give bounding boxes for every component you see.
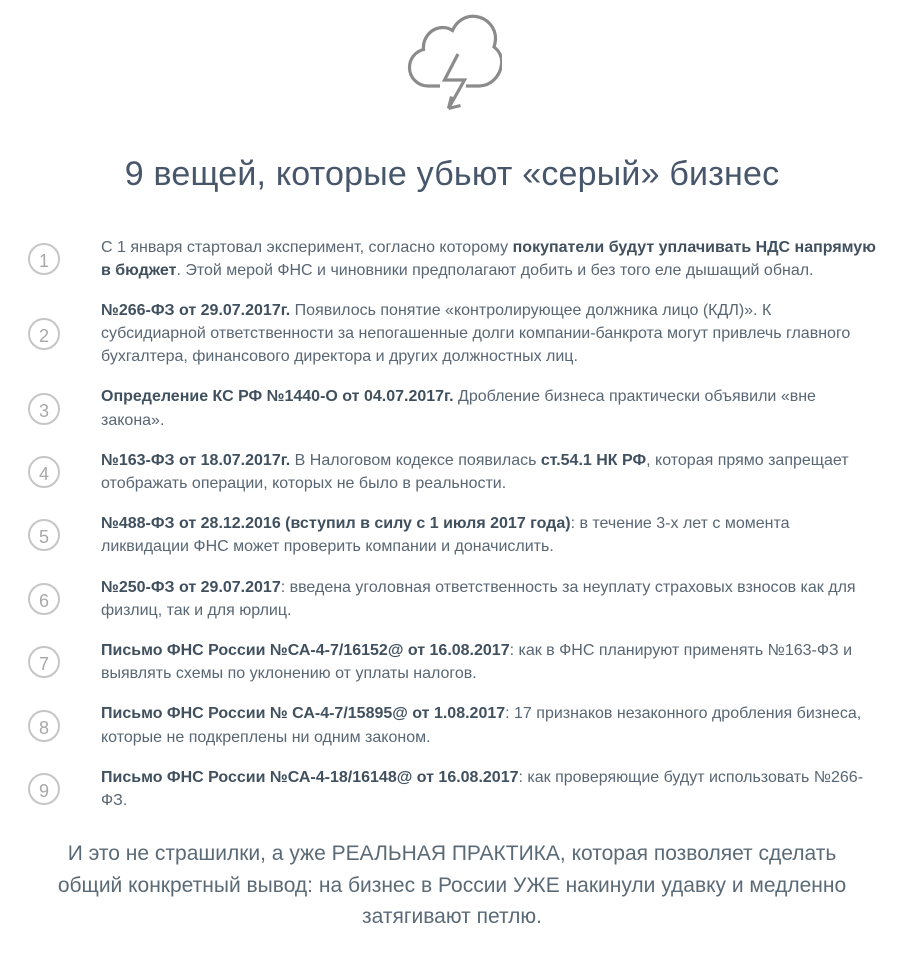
conclusion-paragraph: И это не страшилки, а уже РЕАЛЬНАЯ ПРАКТИКА, которая позволяет сделать общий конкретный вывод: на бизнес в России УЖЕ накинули удавку и медленно затягивают петлю.	[57, 842, 847, 929]
list-item	[28, 766, 880, 812]
list-item	[28, 702, 880, 748]
item-text: С 1 января стартовал эксперимент, согласно которому покупатели будут уплачивать НДС напрямую в бюджет. Этой мерой ФНС и чиновники предполагают добить и без того еле дышащий обнал.	[101, 238, 876, 279]
item-number-badge: 3	[28, 393, 60, 425]
list-item	[28, 449, 880, 495]
list-item	[28, 576, 880, 622]
item-number-badge: 4	[28, 456, 60, 488]
item-number-badge: 6	[28, 583, 60, 615]
item-text: №250-ФЗ от 29.07.2017: введена уголовная ответственность за неуплату страховых взносов как для физлиц, так и для юрлиц.	[101, 578, 856, 619]
item-number-badge: 8	[28, 710, 60, 742]
item-text: №163-ФЗ от 18.07.2017г. В Налоговом кодексе появилась ст.54.1 НК РФ, которая прямо запрещает отображать операции, которых не было в реальности.	[101, 451, 849, 492]
list-item	[28, 639, 880, 685]
item-text: Письмо ФНС России № СА-4-7/15895@ от 1.08.2017: 17 признаков незаконного дробления бизнеса, которые не подкреплены ни одним законом.	[101, 705, 862, 746]
list-item	[28, 512, 880, 558]
item-text: №266-ФЗ от 29.07.2017г. Появилось понятие «контролирующее должника лицо (КДЛ)». К субсидиарной ответственности за непогашенные долги компании-банкрота могут привлечь главного бухгалтера, финансового директора и других должностных лиц.	[101, 301, 851, 366]
item-number-badge: 5	[28, 519, 60, 551]
item-number-badge: 1	[28, 243, 60, 275]
item-text: №488-ФЗ от 28.12.2016 (вступил в силу с 1 июля 2017 года): в течение 3-х лет с момента ликвидации ФНС может проверить компании и доначислить.	[101, 515, 790, 556]
list-item	[28, 236, 880, 282]
item-text: Письмо ФНС России №СА-4-7/16152@ от 16.08.2017: как в ФНС планируют применять №163-ФЗ и выявлять схемы по уклонению от уплаты налогов.	[101, 641, 853, 683]
item-text: Письмо ФНС России №СА-4-18/16148@ от 16.08.2017: как проверяющие будут использовать №266-ФЗ.	[101, 768, 864, 809]
item-number-badge: 7	[28, 646, 60, 678]
item-number-badge: 2	[28, 318, 60, 350]
page-title: 9 вещей, которые убьют «серый» бизнес	[124, 155, 780, 193]
header-icon-wrap	[20, 8, 884, 127]
list-item	[28, 299, 880, 369]
item-text: Определение КС РФ №1440-О от 04.07.2017г. Дробление бизнеса практически объявили «вне закона».	[101, 388, 816, 429]
item-number-badge: 9	[28, 773, 60, 805]
numbered-list	[20, 236, 884, 813]
list-item	[28, 385, 880, 431]
storm-cloud-lightning-icon	[402, 10, 502, 122]
